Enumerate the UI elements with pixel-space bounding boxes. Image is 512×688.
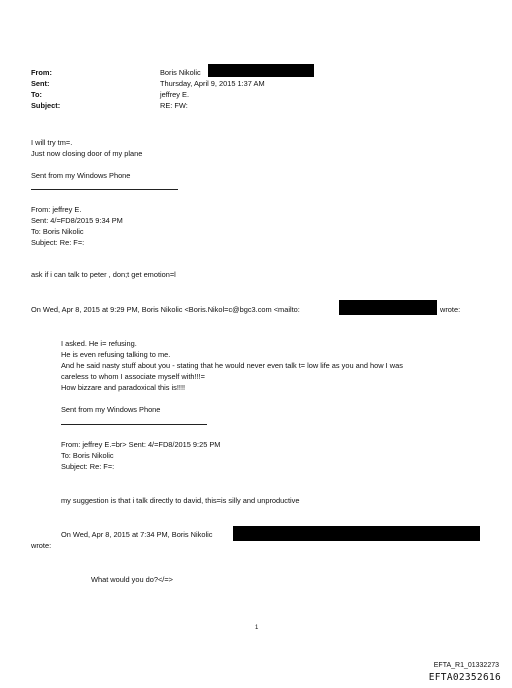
- to-label: To:: [31, 90, 42, 99]
- quoted2-line-1: I asked. He i= refusing.: [61, 339, 137, 348]
- attribution1-text: On Wed, Apr 8, 2015 at 9:29 PM, Boris Nikolic <Boris.Nikol=c@bgc3.com <mailto:: [31, 305, 300, 314]
- quoted3-subject: Subject: Re: F=:: [61, 462, 115, 471]
- redaction-mailto: [339, 300, 437, 315]
- quoted2-line-5: How bizzare and paradoxical this is!!!!: [61, 383, 186, 392]
- redaction-email-2: [233, 526, 480, 541]
- body-line-2: Just now closing door of my plane: [31, 149, 143, 158]
- quoted1-subject: Subject: Re: F=:: [31, 238, 85, 247]
- subject-value: RE: FW:: [160, 101, 188, 110]
- subject-label: Subject:: [31, 101, 61, 110]
- quoted3-to: To: Boris Nikolic: [61, 451, 114, 460]
- redaction-from-email: [208, 64, 314, 77]
- quoted3-message: my suggestion is that i talk directly to david, this=is silly and unproductive: [61, 496, 300, 505]
- body-line-1: I will try tm=.: [31, 138, 73, 147]
- quoted2-line-2: He is even refusing talking to me.: [61, 350, 171, 359]
- quoted1-message: ask if i can talk to peter , don;t get emotion=l: [31, 270, 176, 279]
- signature-1: Sent from my Windows Phone: [31, 171, 131, 180]
- bates-number-2: EFTA02352616: [428, 672, 501, 683]
- sent-label: Sent:: [31, 79, 50, 88]
- final-message: What would you do?</=>: [91, 575, 173, 584]
- quoted1-from: From: jeffrey E.: [31, 205, 82, 214]
- sent-value: Thursday, April 9, 2015 1:37 AM: [160, 79, 265, 88]
- to-value: jeffrey E.: [160, 90, 190, 99]
- from-label: From:: [31, 68, 52, 77]
- separator-rule-1: [31, 189, 178, 190]
- bates-number-1: EFTA_R1_01332273: [433, 662, 499, 669]
- separator-rule-2: [61, 424, 207, 425]
- attribution1-wrote: wrote:: [440, 305, 461, 314]
- quoted2-line-4: careless to whom I associate myself with!!!=: [61, 372, 205, 381]
- page-number: 1: [255, 625, 259, 631]
- quoted3-from: From: jeffrey E.=br> Sent: 4/=FD8/2015 9:25 PM: [61, 440, 221, 449]
- attribution2-wrote: wrote:: [31, 541, 52, 550]
- from-value: Boris Nikolic: [160, 68, 201, 77]
- quoted2-line-3: And he said nasty stuff about you - stating that he would never even talk t= low life as you and how I was: [61, 361, 403, 370]
- quoted1-to: To: Boris Nikolic: [31, 227, 84, 236]
- attribution2-text: On Wed, Apr 8, 2015 at 7:34 PM, Boris Nikolic: [61, 530, 213, 539]
- quoted1-sent: Sent: 4/=FD8/2015 9:34 PM: [31, 216, 123, 225]
- signature-2: Sent from my Windows Phone: [61, 405, 161, 414]
